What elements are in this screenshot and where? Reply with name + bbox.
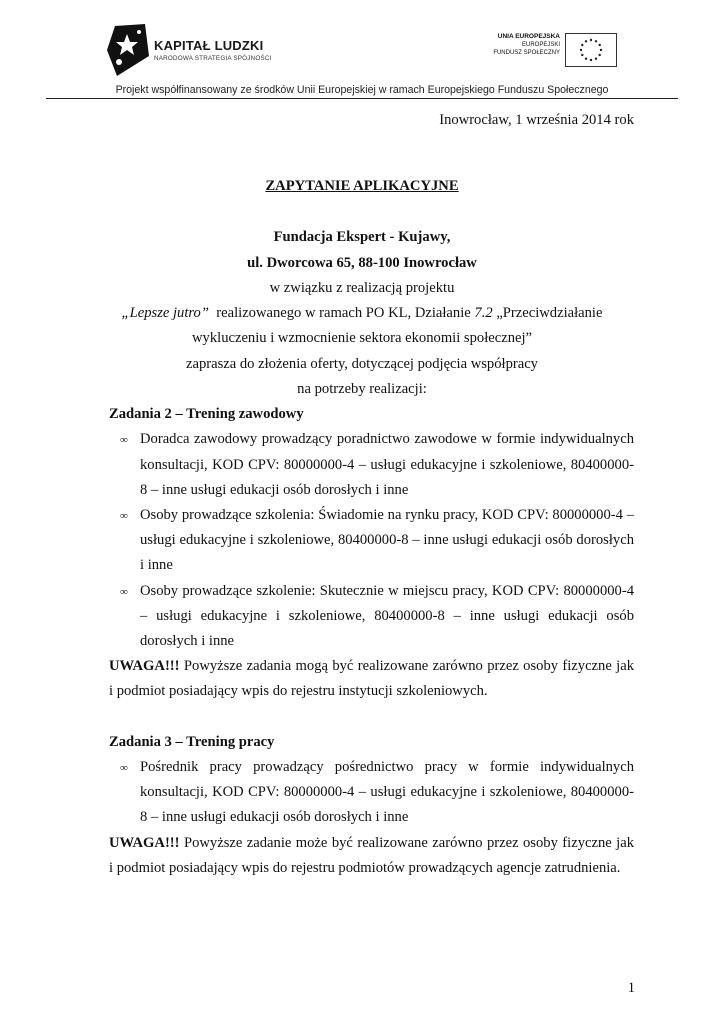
section3-note-text: Powyższe zadanie może być realizowane zarówno przez osoby fizyczne jak bbox=[183, 835, 634, 851]
page-number: 1 bbox=[627, 980, 635, 996]
section3-note-label: UWAGA!!! bbox=[109, 835, 180, 851]
section2-item2-line3: i inne bbox=[140, 557, 173, 573]
intro-line2-end: „Przeciwdziałanie bbox=[496, 305, 603, 321]
section2-item3-line2: – usługi edukacyjne i szkoleniowe, 80400000-8 – inne usługi edukacji osób bbox=[140, 608, 634, 624]
section3-item1-line3: 8 – inne usługi edukacji osób dorosłych i inne bbox=[140, 809, 409, 825]
bullet-icon: ∞ bbox=[120, 586, 128, 598]
section2-note-line1 bbox=[109, 657, 634, 675]
section2-heading: Zadania 2 – Trening zawodowy bbox=[109, 406, 304, 422]
organization-address: ul. Dworcowa 65, 88-100 Inowrocław bbox=[247, 255, 477, 271]
bullet-icon: ∞ bbox=[120, 434, 128, 446]
date-line: Inowrocław, 1 września 2014 rok bbox=[439, 112, 634, 128]
kapital-ludzki-subtitle: NARODOWA STRATEGIA SPÓJNOŚCI bbox=[154, 55, 272, 62]
section2-item3-line3: dorosłych i inne bbox=[140, 633, 235, 649]
section2-item2-line2: usługi edukacyjne i szkoleniowe, 80400000-8 – inne usługi edukacji osób dorosłych bbox=[140, 532, 634, 548]
section2-note-line2: i podmiot posiadający wpis do rejestru instytucji szkoleniowych. bbox=[109, 683, 488, 699]
section2-item3-line1: Osoby prowadzące szkolenie: Skutecznie w miejscu pracy, KOD CPV: 80000000-4 bbox=[140, 583, 634, 599]
section3-note-line2: i podmiot posiadający wpis do rejestru podmiotów prowadzących agencje zatrudnienia. bbox=[109, 860, 621, 876]
section3-heading: Zadania 3 – Trening pracy bbox=[109, 734, 275, 750]
section2-note-text: Powyższe zadania mogą być realizowane zarówno przez osoby fizyczne jak bbox=[183, 658, 635, 674]
bullet-icon: ∞ bbox=[120, 510, 128, 522]
organization-name: Fundacja Ekspert - Kujawy, bbox=[273, 229, 451, 245]
kapital-ludzki-title: KAPITAŁ LUDZKI bbox=[154, 38, 264, 53]
eu-line3: FUNDUSZ SPOŁECZNY bbox=[493, 50, 560, 56]
section2-item1-line1: Doradca zawodowy prowadzący poradnictwo zawodowe w formie indywidualnych bbox=[140, 431, 634, 447]
eu-logo-text bbox=[493, 33, 560, 57]
header-divider bbox=[46, 98, 678, 99]
intro-line2 bbox=[0, 304, 724, 322]
eu-logo bbox=[470, 31, 620, 69]
page-header bbox=[0, 0, 724, 100]
section2-item2-line1: Osoby prowadzące szkolenia: Świadomie na rynku pracy, KOD CPV: 80000000-4 – bbox=[140, 507, 634, 523]
kapital-ludzki-emblem-icon bbox=[105, 20, 153, 78]
section3-note-line1 bbox=[109, 834, 634, 852]
kapital-ludzki-logo bbox=[105, 20, 305, 78]
eu-line1: UNIA EUROPEJSKA bbox=[497, 33, 560, 40]
document-title: ZAPYTANIE APLIKACYJNE bbox=[265, 178, 459, 194]
bullet-icon: ∞ bbox=[120, 762, 128, 774]
project-name: „Lepsze jutro” bbox=[121, 305, 209, 321]
intro-line4: zaprasza do złożenia oferty, dotyczącej podjęcia współpracy bbox=[186, 356, 538, 372]
section2-note-label: UWAGA!!! bbox=[109, 658, 180, 674]
section3-item1-line1: Pośrednik pracy prowadzący pośrednictwo pracy w formie indywidualnych bbox=[140, 759, 634, 775]
intro-line3: wykluczeniu i wzmocnienie sektora ekonomii społecznej” bbox=[192, 330, 532, 346]
section2-item1-line3: 8 – inne usługi edukacji osób dorosłych i inne bbox=[140, 482, 409, 498]
cofinancing-note: Projekt współfinansowany ze środków Unii Europejskiej w ramach Europejskiego Funduszu Społecznego bbox=[115, 84, 609, 96]
section2-item1-line2: konsultacji, KOD CPV: 80000000-4 – usługi edukacyjne i szkoleniowe, 80400000- bbox=[140, 457, 634, 473]
intro-line1: w związku z realizacją projektu bbox=[269, 280, 455, 296]
action-number: 7.2 bbox=[474, 305, 493, 321]
section3-item1-line2: konsultacji, KOD CPV: 80000000-4 – usługi edukacyjne i szkoleniowe, 80400000- bbox=[140, 784, 634, 800]
eu-flag-icon bbox=[565, 33, 617, 67]
intro-line5: na potrzeby realizacji: bbox=[297, 381, 427, 397]
intro-line2-mid: realizowanego w ramach PO KL, Działanie bbox=[216, 305, 471, 321]
eu-line2: EUROPEJSKI bbox=[521, 42, 560, 48]
